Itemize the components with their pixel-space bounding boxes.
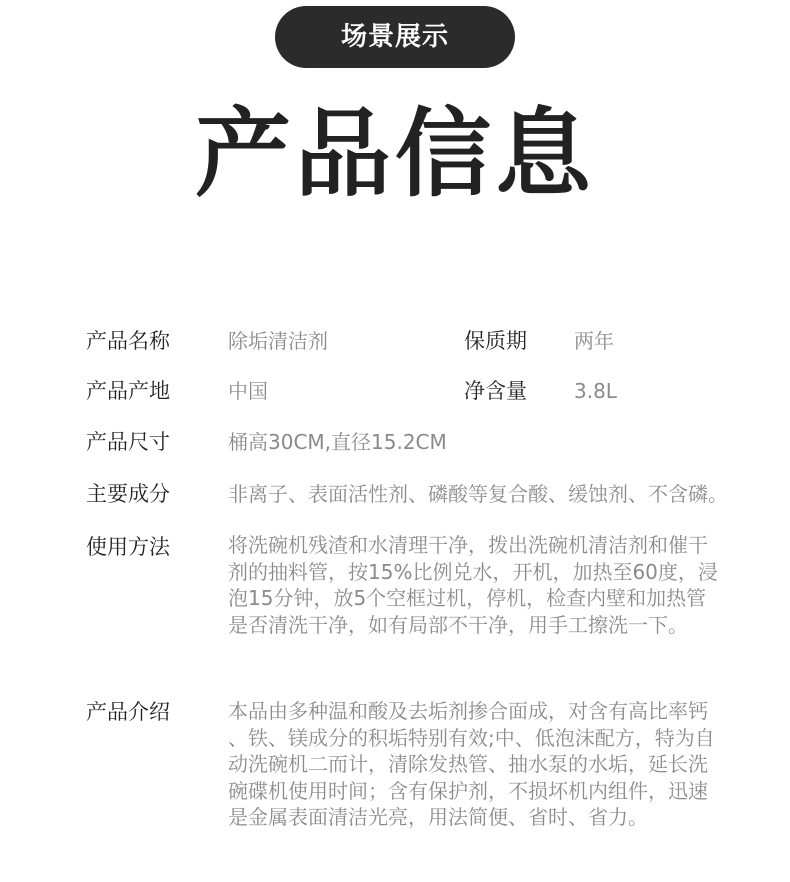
product-name-label: 产品名称 — [86, 329, 170, 353]
usage-line: 将洗碗机残渣和水清理干净，拨出洗碗机清洁剂和催干 — [228, 533, 708, 557]
intro-line: 动洗碗机二而计，清除发热管、抽水泵的水垢，延长洗 — [228, 752, 708, 776]
origin-label: 产品产地 — [86, 379, 170, 403]
usage-line: 泡15分钟，放5个空框过机，停机，检查内壁和加热管 — [228, 586, 707, 610]
intro-label: 产品介绍 — [86, 700, 170, 724]
size-value: 桶高30CM,直径15.2CM — [228, 430, 447, 454]
usage-text — [228, 532, 773, 638]
net-content-value: 3.8L — [574, 379, 617, 403]
shelf-life-label: 保质期 — [464, 329, 527, 353]
page-title: 产品信息 — [195, 98, 595, 210]
origin-value: 中国 — [228, 379, 268, 403]
intro-text — [228, 698, 773, 831]
scene-display-badge: 场景展示 — [275, 6, 515, 68]
product-name-value: 除垢清洁剂 — [228, 329, 328, 353]
intro-line: 碗碟机使用时间；含有保护剂，不损坏机内组件，迅速 — [228, 778, 708, 803]
intro-line: 本品由多种温和酸及去垢剂掺合面成，对含有高比率钙 — [228, 699, 708, 723]
ingredients-value: 非离子、表面活性剂、磷酸等复合酸、缓蚀剂、不含磷。 — [228, 482, 728, 506]
intro-line: 是金属表面清洁光亮，用法简便、省时、省力。 — [228, 805, 648, 829]
net-content-label: 净含量 — [464, 379, 527, 403]
usage-line: 剂的抽料管，按15%比例兑水，开机，加热至60度，浸 — [228, 559, 718, 584]
usage-label: 使用方法 — [86, 535, 170, 559]
size-label: 产品尺寸 — [86, 430, 170, 454]
intro-line: 、铁、镁成分的积垢特别有效;中、低泡沫配方，特为自 — [228, 725, 715, 750]
shelf-life-value: 两年 — [574, 329, 614, 353]
usage-line: 是否清洗干净，如有局部不干净，用手工擦洗一下。 — [228, 612, 688, 637]
ingredients-label: 主要成分 — [86, 482, 170, 506]
